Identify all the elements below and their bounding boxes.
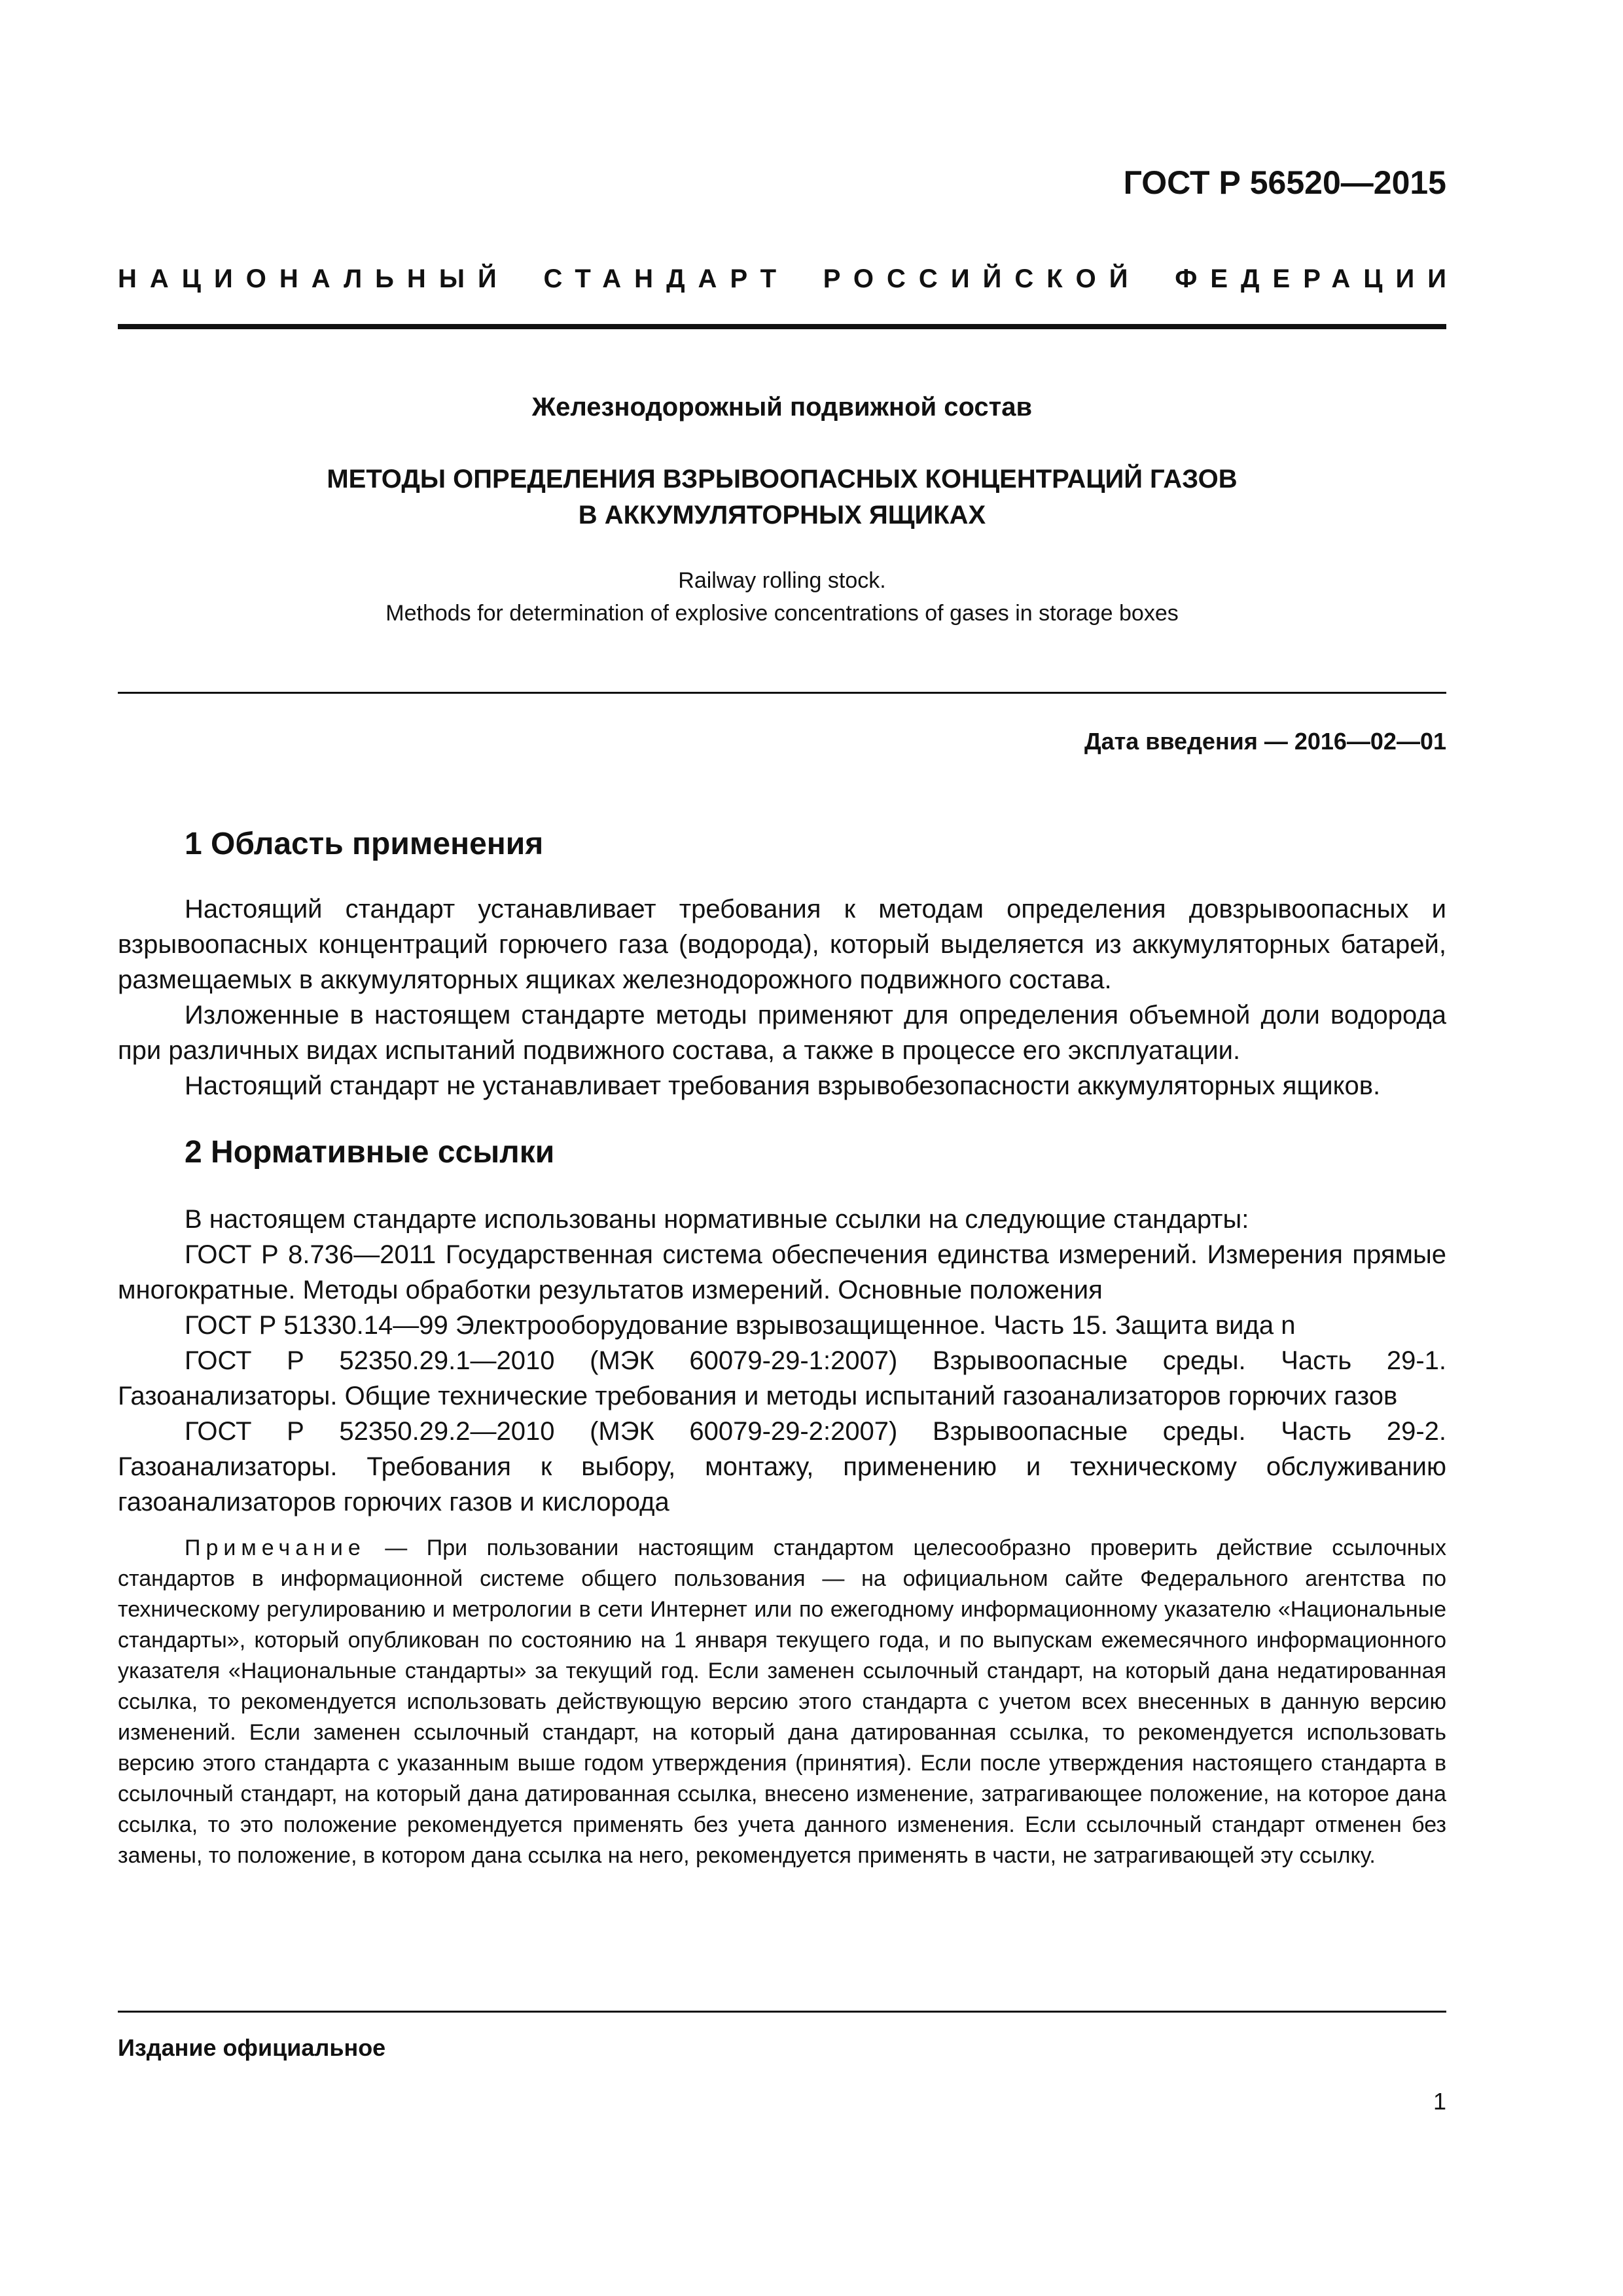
page-number: 1 [1433, 2088, 1446, 2115]
national-standard-banner [118, 264, 1459, 294]
official-edition-label: Издание официальное [118, 2034, 386, 2061]
footer-divider [118, 2011, 1446, 2013]
paragraph: Настоящий стандарт устанавливает требования к методам определения довзрывоопасных и взрывоопасных концентраций горючего газа (водорода), который выделяется из аккумуляторных батарей, размещаемых в аккумуляторных ящиках железнодорожного подвижного состава. [118, 895, 1446, 994]
paragraph: Изложенные в настоящем стандарте методы применяют для определения объемной доли водорода при различных видах испытаний подвижного состава, а также в процессе его эксплуатации. [118, 1001, 1446, 1065]
section-scope-body [118, 891, 1446, 1103]
section-references-body [118, 1202, 1446, 1520]
note-block [118, 1533, 1446, 1871]
paragraph: Настоящий стандарт не устанавливает требования взрывобезопасности аккумуляторных ящиков. [185, 1071, 1381, 1100]
document-subtitle: Железнодорожный подвижной состав [531, 393, 1033, 422]
title-line: МЕТОДЫ ОПРЕДЕЛЕНИЯ ВЗРЫВООПАСНЫХ КОНЦЕНТРАЦИЙ ГАЗОВ [327, 465, 1238, 493]
english-title-line: Railway rolling stock. [678, 568, 886, 593]
title-line: В АККУМУЛЯТОРНЫХ ЯЩИКАХ [578, 501, 986, 529]
english-title [118, 564, 1446, 630]
note-text: — При пользовании настоящим стандартом целесообразно проверить действие ссылочных стандартов в информационной системе общего пользования — на официальном сайте Федерального агентства по техническому регулированию и метрологии в сети Интернет или по ежегодному информационному указателю «Национальные стандарты», который опубликован по состоянию на 1 января текущего года, и по выпускам ежемесячного информационного указателя «Национальные стандарты» за текущий год. Если заменен ссылочный стандарт, на который дана недатированная ссылка, то рекомендуется использовать действующую версию этого стандарта с учетом всех внесенных в данную версию изменений. Если заменен ссылочный стандарт, на который дана датированная ссылка, то рекомендуется использовать версию этого стандарта с указанным выше годом утверждения (принятия). Если после утверждения настоящего стандарта в ссылочный стандарт, на который дана датированная ссылка, внесено изменение, затрагивающее положение, на которое дана ссылка, то это положение рекомендуется применять без учета данного изменения. Если ссылочный стандарт отменен без замены, то положение, в котором дана ссылка на него, рекомендуется применять в части, не затрагивающей эту ссылку. [118, 1535, 1446, 1868]
banner-word: НАЦИОНАЛЬНЫЙ [118, 264, 510, 293]
reference-item: ГОСТ Р 51330.14—99 Электрооборудование взрывозащищенное. Часть 15. Защита вида n [185, 1311, 1296, 1340]
section-heading-references: 2 Нормативные ссылки [185, 1135, 555, 1170]
banner-word: СТАНДАРТ [543, 264, 790, 293]
banner-word: РОССИЙСКОЙ [823, 264, 1141, 293]
note-label: Примечание [185, 1535, 366, 1560]
section-heading-scope: 1 Область применения [185, 827, 544, 861]
banner-word: ФЕДЕРАЦИИ [1175, 264, 1459, 293]
header-divider [118, 324, 1446, 329]
reference-item: ГОСТ Р 52350.29.2—2010 (МЭК 60079-29-2:2007) Взрывоопасные среды. Часть 29-2. Газоанализаторы. Требования к выбору, монтажу, применению и техническому обслуживанию газоанализаторов горючих газов и кислорода [118, 1417, 1446, 1516]
document-title [118, 461, 1446, 533]
english-title-line: Methods for determination of explosive concentrations of gases in storage boxes [385, 601, 1179, 626]
standard-number: ГОСТ Р 56520—2015 [1123, 164, 1446, 201]
reference-item: ГОСТ Р 8.736—2011 Государственная система обеспечения единства измерений. Измерения прямые многократные. Методы обработки результатов измерений. Основные положения [118, 1240, 1446, 1304]
title-divider [118, 692, 1446, 694]
paragraph: В настоящем стандарте использованы нормативные ссылки на следующие стандарты: [185, 1205, 1249, 1234]
reference-item: ГОСТ Р 52350.29.1—2010 (МЭК 60079-29-1:2007) Взрывоопасные среды. Часть 29-1. Газоанализаторы. Общие технические требования и методы испытаний газоанализаторов горючих газов [118, 1346, 1446, 1410]
introduction-date: Дата введения — 2016—02—01 [1084, 728, 1446, 755]
